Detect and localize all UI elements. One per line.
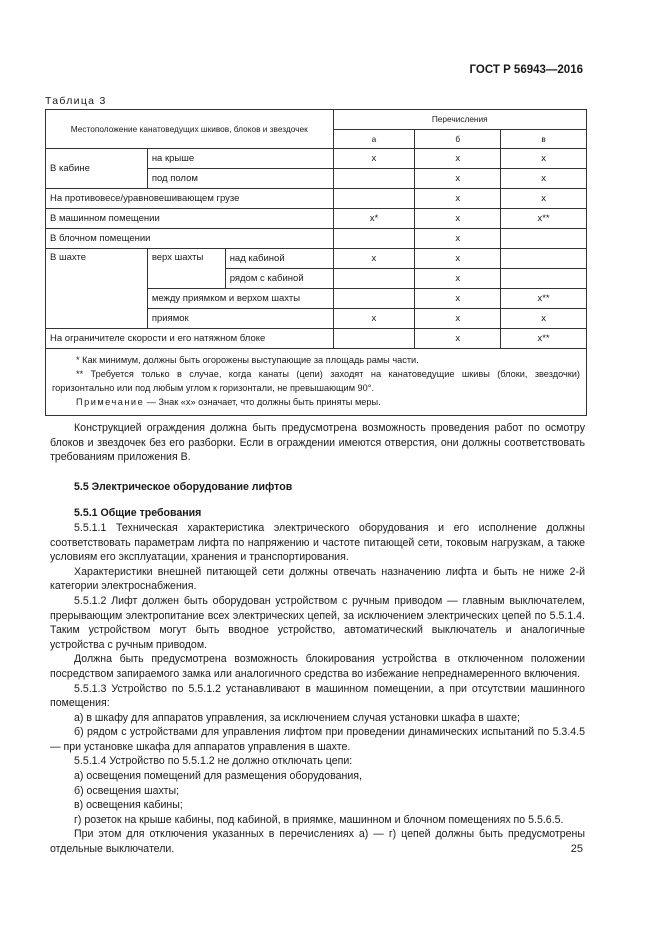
paragraph: При этом для отключения указанных в перечислениях а) — г) цепей должны быть предусмотрены отдельные выключатели. bbox=[50, 828, 585, 856]
table-row bbox=[46, 329, 587, 349]
cell-c: x bbox=[501, 309, 587, 329]
cell-b: x bbox=[415, 189, 501, 209]
cell-c: x bbox=[501, 189, 587, 209]
table-row bbox=[46, 229, 587, 249]
note-label: Примечание bbox=[76, 397, 145, 407]
paragraph: 5.5.1.4 Устройство по 5.5.1.2 не должно отключать цепи: bbox=[74, 755, 353, 768]
table-row bbox=[46, 149, 587, 169]
row-label: На ограничителе скорости и его натяжном блоке bbox=[46, 329, 334, 349]
cell-b: x bbox=[415, 269, 501, 289]
paragraph: Характеристики внешней питающей сети должны отвечать назначению лифта и быть не ниже 2-й категории электроснабжения. bbox=[50, 565, 585, 593]
table-3 bbox=[45, 109, 587, 416]
note-text: — Знак «x» означает, что должны быть приняты меры. bbox=[144, 397, 381, 407]
row-sublabel: под полом bbox=[147, 169, 333, 189]
cell-b: x bbox=[415, 249, 501, 269]
cell-a bbox=[333, 289, 415, 309]
row-label: На противовесе/уравновешивающем грузе bbox=[46, 189, 334, 209]
row-sublabel: на крыше bbox=[147, 149, 333, 169]
column-header-a: а bbox=[333, 129, 415, 149]
paragraph: 5.5.1.1 Техническая характеристика электрического оборудования и его исполнение должны соответствовать параметрам лифта по напряжению и частоте питающей сети, токовым нагрузкам, а также условиям его эксплуатации, хранения и транспортирования. bbox=[50, 521, 585, 564]
list-item: б) рядом с устройствами для управления лифтом при проведении динамических испытаний по 5.3.4.5 — при установке шкафа для аппаратов управления в шахте. bbox=[50, 726, 585, 753]
paragraph: 5.5.1.3 Устройство по 5.5.1.2 устанавливают в машинном помещении, а при отсутствии машинного помещения: bbox=[50, 682, 585, 710]
cell-b: x bbox=[415, 209, 501, 229]
row-label: В шахте bbox=[46, 249, 148, 329]
cell-c bbox=[501, 269, 587, 289]
cell-b: x bbox=[415, 229, 501, 249]
cell-c bbox=[501, 249, 587, 269]
paragraph: Должна быть предусмотрена возможность блокирования устройства в отключенном положении посредством запираемого замка или аналогичного средства во избежание непреднамеренного включения. bbox=[50, 653, 585, 680]
cell-a bbox=[333, 329, 415, 349]
footnote-2: ** Требуется только в случае, когда канаты (цепи) заходят на канатоведущие шкивы (блоки, звездочки) горизонтально или под любым углом к горизонтали, не превышающим 90°. bbox=[52, 369, 580, 393]
cell-b: x bbox=[415, 289, 501, 309]
cell-a: x bbox=[333, 309, 415, 329]
row-label: В блочном помещении bbox=[46, 229, 334, 249]
cell-b: x bbox=[415, 149, 501, 169]
document-id: ГОСТ Р 56943—2016 bbox=[469, 64, 583, 76]
row-label: В машинном помещении bbox=[46, 209, 334, 229]
list-item: б) освещения шахты; bbox=[74, 784, 180, 797]
cell-b: x bbox=[415, 329, 501, 349]
table-caption: Таблица 3 bbox=[45, 95, 107, 107]
table-notes bbox=[46, 349, 587, 416]
cell-a bbox=[333, 169, 415, 189]
cell-a: x bbox=[333, 249, 415, 269]
main-text bbox=[50, 421, 585, 857]
cell-a bbox=[333, 229, 415, 249]
page-number: 25 bbox=[570, 843, 583, 855]
cell-c: x** bbox=[501, 289, 587, 309]
footnote-1: * Как минимум, должны быть огорожены выступающие за площадь рамы части. bbox=[76, 355, 419, 365]
column-header-enumerations: Перечисления bbox=[333, 110, 587, 130]
cell-c: x** bbox=[501, 329, 587, 349]
list-item: г) розеток на крыше кабины, под кабиной, в приямке, машинном и блочном помещениях по 5.5.6.5. bbox=[74, 813, 564, 826]
row-sublabel: между приямком и верхом шахты bbox=[147, 289, 333, 309]
subsection-title: 5.5.1 Общие требования bbox=[74, 507, 202, 520]
cell-c bbox=[501, 229, 587, 249]
cell-a: x bbox=[333, 149, 415, 169]
section-title: 5.5 Электрическое оборудование лифтов bbox=[74, 480, 293, 493]
table-row bbox=[46, 209, 587, 229]
column-header-c: в bbox=[501, 129, 587, 149]
cell-c: x bbox=[501, 169, 587, 189]
list-item: а) освещения помещений для размещения оборудования, bbox=[74, 770, 362, 783]
cell-a: x* bbox=[333, 209, 415, 229]
table-note bbox=[52, 395, 580, 409]
paragraph: 5.5.1.2 Лифт должен быть оборудован устройством с ручным приводом — главным выключателем, прерывающим электропитание всех электрических цепей, за исключением электрических цепей по 5.5.1.4. Таким устройством могут быть вводное устройство, автоматический выключатель и аналогичные устройства с ручным приводом. bbox=[50, 594, 585, 651]
row-sublabel: верх шахты bbox=[147, 249, 225, 289]
table-row bbox=[46, 249, 587, 269]
cell-a bbox=[333, 269, 415, 289]
row-sublabel: приямок bbox=[147, 309, 333, 329]
row-subsublabel: над кабиной bbox=[225, 249, 333, 269]
row-label: В кабине bbox=[46, 149, 148, 189]
cell-c: x bbox=[501, 149, 587, 169]
table-row bbox=[46, 189, 587, 209]
cell-c: x** bbox=[501, 209, 587, 229]
cell-a bbox=[333, 189, 415, 209]
column-header-location: Местоположение канатоведущих шкивов, блоков и звездочек bbox=[46, 110, 334, 149]
cell-b: x bbox=[415, 169, 501, 189]
list-item: в) освещения кабины; bbox=[74, 799, 183, 812]
cell-b: x bbox=[415, 309, 501, 329]
row-subsublabel: рядом с кабиной bbox=[225, 269, 333, 289]
paragraph: Конструкцией ограждения должна быть предусмотрена возможность проведения работ по осмотру блоков и звездочек без его разборки. Если в ограждении имеются отверстия, они должны соответствовать требованиям приложения В. bbox=[50, 422, 585, 464]
list-item: а) в шкафу для аппаратов управления, за исключением случая установки шкафа в шахте; bbox=[74, 711, 520, 724]
column-header-b: б bbox=[415, 129, 501, 149]
